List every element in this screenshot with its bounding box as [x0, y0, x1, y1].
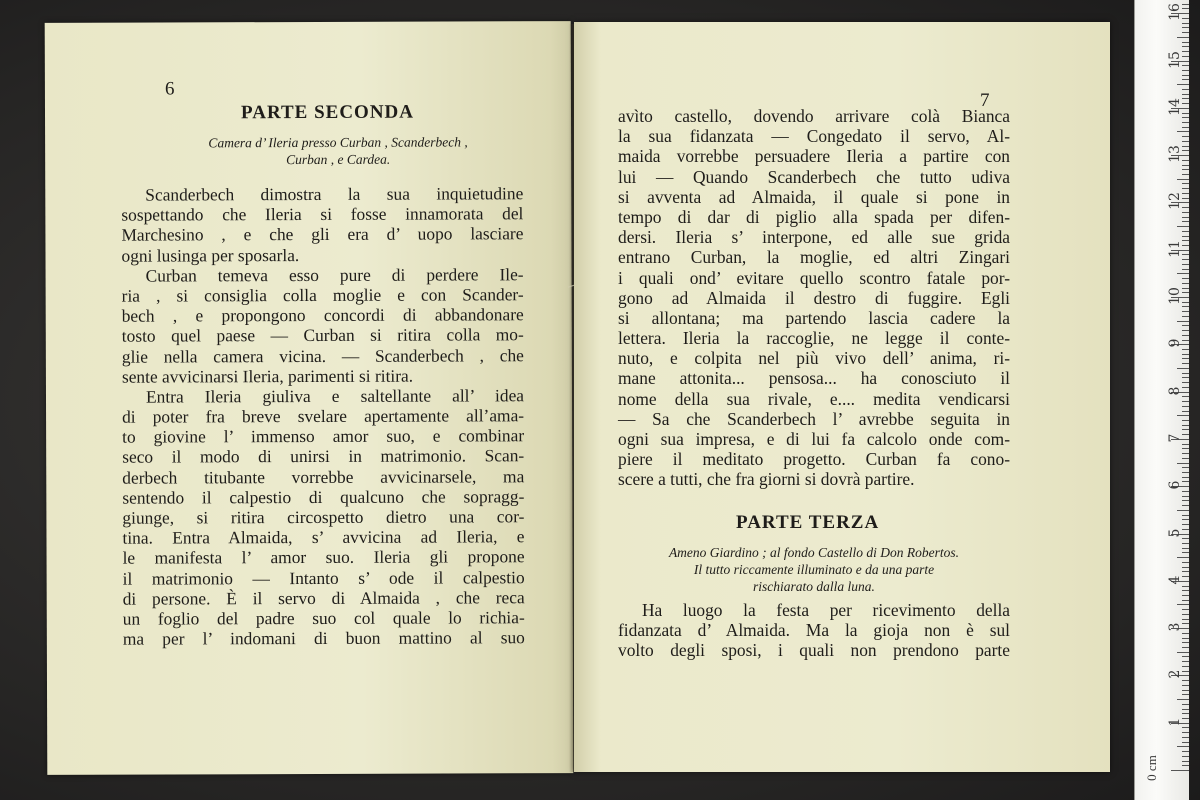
- ruler-tick: [1182, 221, 1189, 222]
- ruler-tick: [1182, 373, 1189, 374]
- ruler-tick: [1182, 358, 1189, 359]
- ruler-tick: [1177, 226, 1189, 227]
- ruler-tick: [1182, 647, 1189, 648]
- ruler-tick: [1177, 321, 1189, 322]
- ruler-number: 7: [1167, 433, 1183, 443]
- ruler-tick: [1182, 467, 1189, 468]
- text-line: fidanzata d’ Almaida. Ma la gioja non è sul: [618, 620, 1010, 641]
- ruler-tick: [1182, 500, 1189, 501]
- ruler-tick: [1182, 70, 1189, 71]
- ruler-tick: [1177, 652, 1189, 653]
- scene-line: Il tutto riccamente illuminato e da una parte: [693, 562, 935, 577]
- section-heading-terza: PARTE TERZA: [736, 512, 880, 533]
- ruler-tick: [1182, 207, 1189, 208]
- ruler-tick: [1177, 604, 1189, 605]
- ruler-tick: [1182, 23, 1189, 24]
- ruler-unit-label: 0 cm: [1143, 755, 1159, 781]
- ruler-tick: [1177, 510, 1189, 511]
- ruler-tick: [1182, 690, 1189, 691]
- ruler-tick: [1182, 472, 1189, 473]
- ruler-tick: [1182, 51, 1189, 52]
- ruler-tick: [1177, 557, 1189, 558]
- ruler-tick: [1182, 117, 1189, 118]
- ruler-tick: [1182, 638, 1189, 639]
- ruler-tick: [1182, 8, 1189, 9]
- ruler-tick: [1177, 273, 1189, 274]
- ruler-tick: [1182, 519, 1189, 520]
- text-line: la sua fidanzata — Congedato il servo, Al-: [618, 126, 1010, 147]
- text-line: sentendo il calpestio di qualcuno che sopragg-: [122, 486, 525, 508]
- ruler-tick: [1182, 548, 1189, 549]
- ruler-number: 3: [1167, 622, 1183, 632]
- ruler-tick: [1182, 212, 1189, 213]
- ruler-tick: [1182, 103, 1189, 104]
- ruler-tick: [1182, 169, 1189, 170]
- ruler-tick: [1182, 567, 1189, 568]
- text-line: Ha luogo la festa per ricevimento della: [642, 600, 1010, 620]
- ruler-tick: [1182, 434, 1189, 435]
- text-line: Marchesino , e che gli era d’ uopo lasciare: [121, 223, 524, 246]
- ruler-number: 13: [1167, 145, 1183, 164]
- ruler-tick: [1182, 538, 1189, 539]
- left-body-text: [121, 183, 525, 649]
- ruler-tick: [1182, 174, 1189, 175]
- ruler-number: 6: [1167, 480, 1183, 490]
- ruler-tick: [1182, 18, 1189, 19]
- ruler-tick: [1182, 292, 1189, 293]
- ruler-tick: [1182, 198, 1189, 199]
- ruler-tick: [1182, 444, 1189, 445]
- ruler-tick: [1182, 401, 1189, 402]
- text-line: lettera. Ileria la raccoglie, ne legge il conte-: [618, 328, 1010, 349]
- ruler-tick: [1177, 415, 1189, 416]
- text-line: volto degli sposi, i quali non prendono parte: [618, 640, 1010, 661]
- ruler-tick: [1182, 737, 1189, 738]
- text-line: lui — Quando Scanderbech che tutto udiva: [618, 166, 1010, 187]
- ruler-tick: [1171, 770, 1189, 771]
- ruler-tick: [1177, 131, 1189, 132]
- ruler-tick: [1182, 448, 1189, 449]
- ruler-tick: [1182, 633, 1189, 634]
- ruler-tick: [1182, 751, 1189, 752]
- right-body-text-bottom: [618, 600, 1010, 661]
- ruler-tick: [1177, 746, 1189, 747]
- ruler-tick: [1182, 732, 1189, 733]
- scene-description-right: [614, 544, 1014, 595]
- ruler-tick: [1182, 56, 1189, 57]
- ruler-tick: [1182, 382, 1189, 383]
- ruler-tick: [1182, 571, 1189, 572]
- text-line: i quali ond’ evitare quello scontro fatale por-: [618, 267, 1010, 288]
- text-line: tosto quel paese — Curban si ritira colla mo-: [121, 324, 524, 346]
- ruler-tick: [1182, 642, 1189, 643]
- text-line: Curban temeva esso pure di perdere Ile-: [145, 264, 524, 286]
- ruler-tick: [1182, 136, 1189, 137]
- ruler-number: 8: [1167, 386, 1183, 396]
- text-line: sente avvicinarsi Ileria, parimenti si ritira.: [121, 365, 414, 387]
- ruler-tick: [1182, 562, 1189, 563]
- text-line: di poter fra breve svelare apertamente all’ama-: [122, 405, 525, 427]
- text-line: nome della sua rivale, e.... medita vendicarsi: [618, 388, 1010, 409]
- text-line: avìto castello, dovendo arrivare colà Bianca: [618, 106, 1010, 126]
- ruler-tick: [1182, 713, 1189, 714]
- ruler-tick: [1182, 595, 1189, 596]
- ruler-tick: [1182, 406, 1189, 407]
- ruler-tick: [1182, 254, 1189, 255]
- ruler-tick: [1177, 699, 1189, 700]
- ruler-number: 10: [1167, 287, 1183, 305]
- text-line: un foglio del padre suo col quale lo richia-: [122, 607, 525, 629]
- text-line: di persone. È il servo di Almaida , che reca: [122, 586, 525, 609]
- text-line: le manifesta l’ amor suo. Ileria gli propone: [122, 546, 525, 569]
- ruler-tick: [1182, 609, 1189, 610]
- ruler-tick: [1182, 27, 1189, 28]
- text-line: bech , e propongono concordi di abbandonare: [121, 304, 524, 326]
- ruler-tick: [1182, 160, 1189, 161]
- ruler-tick: [1182, 685, 1189, 686]
- ruler-tick: [1182, 656, 1189, 657]
- ruler-tick: [1182, 316, 1189, 317]
- ruler-tick: [1182, 491, 1189, 492]
- text-line: ogni sua impresa, e di lui fa calcolo onde com-: [618, 429, 1010, 449]
- ruler-tick: [1182, 524, 1189, 525]
- ruler-tick: [1182, 420, 1189, 421]
- ruler-tick: [1182, 354, 1189, 355]
- ruler-tick: [1182, 453, 1189, 454]
- ruler-number: 4: [1167, 575, 1183, 585]
- ruler-tick: [1182, 94, 1189, 95]
- ruler-tick: [1182, 425, 1189, 426]
- text-line: nuto, e colpita nel più vivo dell’ anima, ri-: [618, 348, 1010, 369]
- ruler-tick: [1182, 515, 1189, 516]
- ruler-tick: [1182, 245, 1189, 246]
- text-line: gono ad Almaida il destro di fuggire. Egli: [618, 287, 1010, 308]
- ruler-tick: [1182, 46, 1189, 47]
- ruler-tick: [1182, 623, 1189, 624]
- ruler-tick: [1182, 600, 1189, 601]
- ruler-number: 15: [1167, 50, 1183, 69]
- page-number-left: 6: [164, 78, 175, 100]
- ruler-tick: [1182, 709, 1189, 710]
- ruler-tick: [1182, 576, 1189, 577]
- ruler-tick: [1182, 193, 1189, 194]
- text-line: tina. Entra Almaida, s’ avvicina ad Ileria, e: [122, 526, 525, 548]
- ruler-tick: [1182, 543, 1189, 544]
- ruler-tick: [1182, 377, 1189, 378]
- ruler-number: 1: [1167, 717, 1183, 727]
- text-line: ria , si consiglia colla moglie e con Scander-: [121, 284, 524, 306]
- ruler-tick: [1182, 363, 1189, 364]
- ruler-tick: [1177, 84, 1189, 85]
- ruler-number: 5: [1167, 528, 1183, 537]
- ruler-tick: [1182, 217, 1189, 218]
- ruler-tick: [1182, 496, 1189, 497]
- ruler-tick: [1182, 269, 1189, 270]
- scene-description-left: [163, 133, 513, 168]
- ruler-tick: [1182, 89, 1189, 90]
- ruler-tick: [1182, 396, 1189, 397]
- ruler-tick: [1177, 179, 1189, 180]
- ruler-tick: [1182, 671, 1189, 672]
- text-line: glie nella camera vicina. — Scanderbech , che: [121, 344, 524, 367]
- ruler-tick: [1182, 65, 1189, 66]
- ruler-number: 14: [1167, 97, 1183, 116]
- ruler-tick: [1182, 127, 1189, 128]
- ruler-tick: [1182, 165, 1189, 166]
- text-line: Scanderbech dimostra la sua inquietudine: [145, 183, 524, 205]
- ruler-tick: [1182, 477, 1189, 478]
- ruler-tick: [1182, 505, 1189, 506]
- scene-line: Curban , e Cardea.: [286, 151, 391, 168]
- text-line: to giovine l’ immenso amor suo, e combinar: [122, 425, 525, 447]
- right-body-text-top: [618, 106, 1010, 490]
- ruler-tick: [1182, 727, 1189, 728]
- text-line: Entra Ileria giuliva e saltellante all’ idea: [145, 385, 525, 407]
- ruler-tick: [1182, 240, 1189, 241]
- text-line: entrano Curban, la moglie, ed altri Zingari: [618, 247, 1010, 268]
- ruler-tick: [1182, 761, 1189, 762]
- ruler-tick: [1182, 340, 1189, 341]
- ruler-tick: [1182, 231, 1189, 232]
- ruler-tick: [1182, 756, 1189, 757]
- scene-line: rischiarato dalla luna.: [753, 579, 875, 594]
- text-line: seco il modo di unirsi in matrimonio. Scan-: [122, 445, 525, 468]
- ruler-tick: [1177, 463, 1189, 464]
- text-line: ma per l’ indomani di buon mattino al suo: [122, 627, 525, 649]
- ruler-tick: [1182, 694, 1189, 695]
- text-line: giunge, si ritira circospetto dietro una cor-: [122, 506, 525, 528]
- text-line: — Sa che Scanderbech l’ avrebbe seguita in: [618, 408, 1010, 429]
- ruler-tick: [1182, 586, 1189, 587]
- ruler-tick: [1182, 330, 1189, 331]
- ruler-tick: [1182, 236, 1189, 237]
- ruler-tick: [1182, 98, 1189, 99]
- ruler-tick: [1182, 113, 1189, 114]
- ruler-tick: [1182, 306, 1189, 307]
- ruler-tick: [1182, 32, 1189, 33]
- ruler-tick: [1182, 765, 1189, 766]
- ruler-tick: [1177, 37, 1189, 38]
- text-line: tempo di dar di piglio alla spada per difen-: [618, 206, 1010, 227]
- ruler-tick: [1182, 146, 1189, 147]
- ruler-tick: [1182, 349, 1189, 350]
- text-line: sospettando che Ileria si fosse innamorata del: [121, 203, 524, 225]
- ruler-tick: [1182, 325, 1189, 326]
- ruler-tick: [1182, 188, 1189, 189]
- text-line: piere il meditato progetto. Curban fa cono-: [618, 449, 1010, 470]
- ruler-number: 11: [1167, 239, 1183, 258]
- ruler-tick: [1182, 42, 1189, 43]
- ruler-tick: [1182, 590, 1189, 591]
- measuring-ruler: [1134, 0, 1189, 800]
- scene-line: Camera d’ Ileria presso Curban , Scanderbech ,: [208, 134, 468, 151]
- ruler-tick: [1182, 335, 1189, 336]
- ruler-tick: [1182, 122, 1189, 123]
- ruler-tick: [1182, 661, 1189, 662]
- ruler-number: 9: [1167, 338, 1183, 348]
- ruler-tick: [1182, 288, 1189, 289]
- ruler-tick: [1177, 368, 1189, 369]
- ruler-tick: [1182, 302, 1189, 303]
- text-line: il matrimonio — Intanto s’ ode il calpestio: [122, 566, 525, 589]
- ruler-tick: [1182, 429, 1189, 430]
- ruler-tick: [1182, 458, 1189, 459]
- ruler-tick: [1182, 311, 1189, 312]
- ruler-tick: [1182, 264, 1189, 265]
- ruler-number: 2: [1167, 669, 1183, 679]
- page-number-right: 7: [980, 90, 990, 111]
- ruler-tick: [1182, 278, 1189, 279]
- ruler-tick: [1182, 150, 1189, 151]
- text-line: si allontana; ma partendo lascia cadere la: [618, 307, 1010, 328]
- ruler-tick: [1182, 666, 1189, 667]
- right-page: [574, 22, 1110, 772]
- ruler-tick: [1182, 481, 1189, 482]
- ruler-tick: [1182, 79, 1189, 80]
- ruler-tick: [1182, 704, 1189, 705]
- text-line: si avventa ad Almaida, il quale si pone in: [618, 186, 1010, 207]
- scene-line: Ameno Giardino ; al fondo Castello di Don Robertos.: [668, 545, 960, 560]
- ruler-tick: [1182, 259, 1189, 260]
- text-line: dersi. Ileria s’ interpone, ed alle sue grida: [618, 227, 1010, 248]
- ruler-tick: [1182, 529, 1189, 530]
- ruler-tick: [1182, 4, 1189, 5]
- text-line: mane attonita... pensosa... ha conosciuto il: [618, 368, 1010, 389]
- ruler-tick: [1182, 614, 1189, 615]
- text-line: ogni lusinga per sposarla.: [121, 244, 300, 266]
- ruler-number: 16: [1167, 3, 1183, 22]
- ruler-tick: [1182, 718, 1189, 719]
- ruler-tick: [1182, 141, 1189, 142]
- ruler-tick: [1182, 619, 1189, 620]
- ruler-tick: [1182, 411, 1189, 412]
- ruler-tick: [1182, 552, 1189, 553]
- ruler-number: 12: [1167, 192, 1183, 211]
- ruler-tick: [1182, 680, 1189, 681]
- ruler-tick: [1182, 283, 1189, 284]
- left-page: [45, 21, 574, 775]
- ruler-tick: [1182, 183, 1189, 184]
- ruler-tick: [1182, 742, 1189, 743]
- text-line: maida vorrebbe persuadere Ileria a partire con: [618, 146, 1010, 167]
- ruler-tick: [1182, 75, 1189, 76]
- section-heading-seconda: PARTE SECONDA: [240, 101, 415, 124]
- ruler-tick: [1182, 387, 1189, 388]
- text-line: scere a tutti, che fra giorni si dovrà partire.: [618, 469, 915, 490]
- text-line: derbech titubante vorrebbe avvicinarsele, ma: [122, 465, 525, 488]
